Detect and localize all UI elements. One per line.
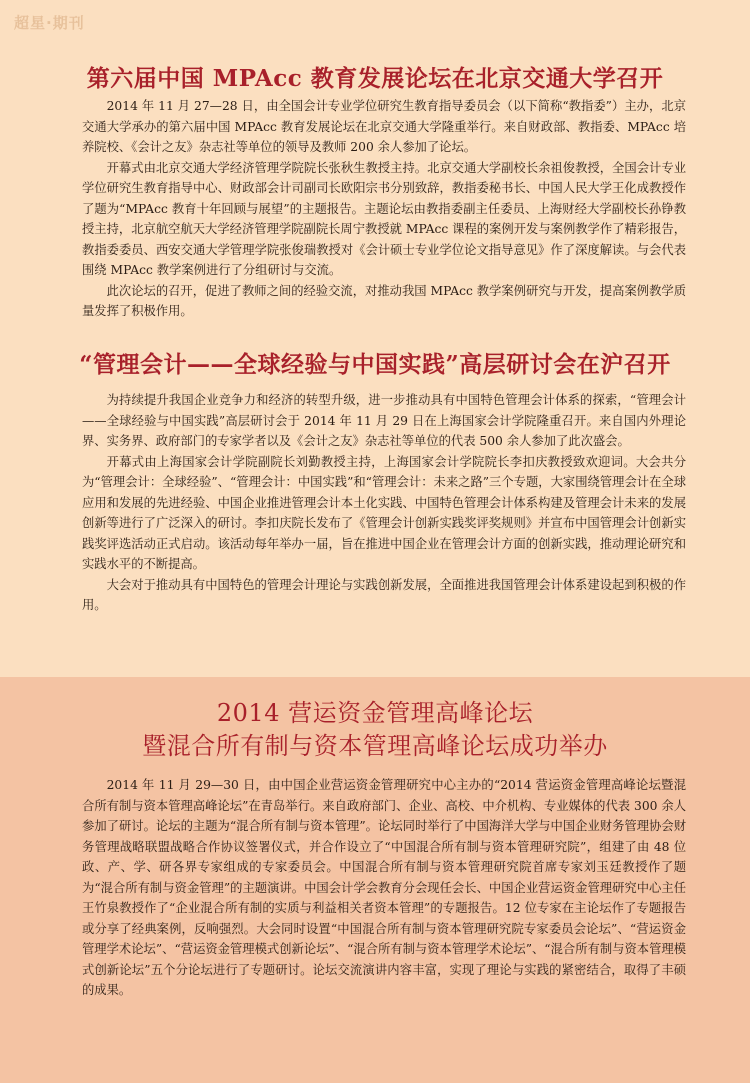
article-mpacc-forum xyxy=(0,62,750,322)
paragraph: 大会对于推动具有中国特色的管理会计理论与实践创新发展，全面推进我国管理会计体系建设起到积极的作用。 xyxy=(82,577,686,612)
article-title-line1: 2014 营运资金管理高峰论坛 xyxy=(216,699,534,727)
article-working-capital-forum xyxy=(0,677,750,1083)
article-title-line2: 暨混合所有制与资本管理高峰论坛成功举办 xyxy=(142,732,608,760)
article-body xyxy=(82,775,686,1001)
article-body xyxy=(82,96,686,322)
article-management-accounting xyxy=(0,348,750,616)
paragraph: 为持续提升我国企业竞争力和经济的转型升级，进一步推动具有中国特色管理会计体系的探索，“管理会计——全球经验与中国实践”高层研讨会于 2014 年 11 月 29 日在上海国家会计学院隆重召开。来自国内外理论界、实务界、政府部门的专家学者以及《会计之友》杂志社等单位的代表 500 余人参加了此次盛会。 xyxy=(82,393,686,448)
paragraph: 开幕式由上海国家会计学院副院长刘勤教授主持，上海国家会计学院院长李扣庆教授致欢迎词。大会共分为“管理会计：全球经验”、“管理会计：中国实践”和“管理会计：未来之路”三个专题，大家围绕管理会计在全球应用和发展的先进经验、中国企业推进管理会计本土化实践、中国特色管理会计体系构建及管理会计未来的发展创新等进行了广泛深入的研讨。李扣庆院长发布了《管理会计创新实践奖评奖规则》并宣布中国管理会计创新实践奖评选活动正式启动。该活动每年举办一届，旨在推进中国企业在管理会计方面的创新实践，推动理论研究和实践水平的不断提高。 xyxy=(82,454,686,571)
paragraph: 2014 年 11 月 29—30 日，由中国企业营运资金管理研究中心主办的“2014 营运资金管理高峰论坛暨混合所有制与资本管理高峰论坛”在青岛举行。来自政府部门、企业、高校、中介机构、专业媒体的代表 300 余人参加了研讨。论坛的主题为“混合所有制与资本管理”。论坛同时举行了中国海洋大学与中国企业财务管理协会财务管理战略联盟战略合作协议签署仪式，并合作设立了“中国混合所有制与资本管理研究院”，组建了由 48 位政、产、学、研各界专家组成的专家委员会。中国混合所有制与资本管理研究院首席专家刘玉廷教授作了题为“混合所有制与资金管理”的主题演讲。中国会计学会教育分会现任会长、中国企业营运资金管理研究中心主任王竹泉教授作了“企业混合所有制的实质与利益相关者资本管理”的专题报告。12 位专家在主论坛作了专题报告或分享了经典案例，反响强烈。大会同时设置“中国混合所有制与资本管理研究院专家委员会论坛”、“营运资金管理学术论坛”、“营运资金管理模式创新论坛”、“混合所有制与资本管理学术论坛”、“混合所有制与资本管理模式创新论坛”五个分论坛进行了专题研讨。论坛交流演讲内容丰富，实现了理论与实践的紧密结合，取得了丰硕的成果。 xyxy=(82,778,686,997)
article-body xyxy=(82,390,686,616)
article-title: “管理会计——全球经验与中国实践”高层研讨会在沪召开 xyxy=(79,351,671,378)
paragraph: 2014 年 11 月 27—28 日，由全国会计专业学位研究生教育指导委员会（以下简称“教指委”）主办，北京交通大学承办的第六届中国 MPAcc 教育发展论坛在北京交通大学隆重举行。来自财政部、教指委、MPAcc 培养院校、《会计之友》杂志社等单位的领导及教师 200 余人参加了论坛。 xyxy=(82,99,686,154)
article-title: 第六届中国 MPAcc 教育发展论坛在北京交通大学召开 xyxy=(86,65,664,92)
journal-watermark: 超星·期刊 xyxy=(14,14,85,32)
paragraph: 开幕式由北京交通大学经济管理学院院长张秋生教授主持。北京交通大学副校长余祖俊教授，全国会计专业学位研究生教育指导中心、财政部会计司副司长欧阳宗书分别致辞，教指委秘书长、中国人民大学王化成教授作了题为“MPAcc 教育十年回顾与展望”的主题报告。主题论坛由教指委副主任委员、上海财经大学副校长孙铮教授主持，北京航空航天大学经济管理学院副院长周宁教授就 MPAcc 课程的案例开发与案例教学作了精彩报告，教指委委员、西安交通大学管理学院张俊瑞教授对《会计硕士专业学位论文指导意见》作了深度解读。与会代表围绕 MPAcc 教学案例进行了分组研讨与交流。 xyxy=(82,160,686,277)
paragraph: 此次论坛的召开，促进了教师之间的经验交流，对推动我国 MPAcc 教学案例研究与开发，提高案例教学质量发挥了积极作用。 xyxy=(82,283,686,318)
